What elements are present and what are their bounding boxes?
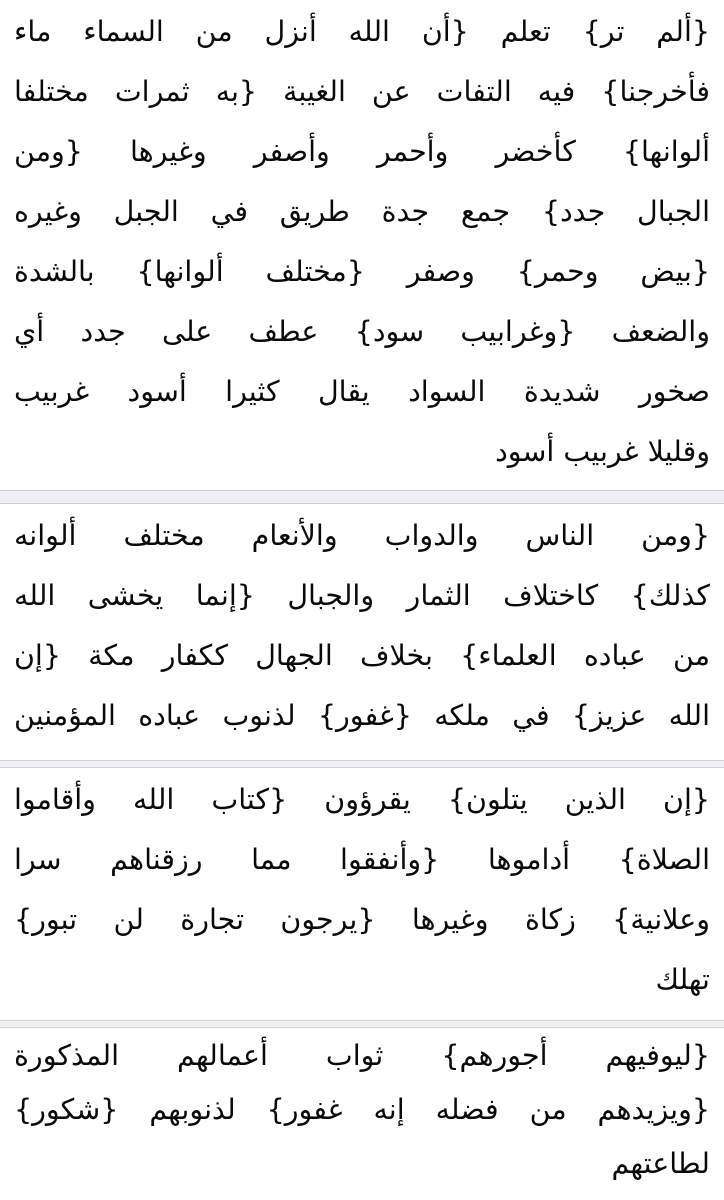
section-divider (0, 490, 724, 504)
text-line: {ألم تر} تعلم {أن الله أنزل من السماء ماء (14, 15, 710, 48)
text-line: من عباده العلماء} بخلاف الجهال ككفار مكة {إن (14, 639, 710, 672)
tafsir-section-3 (0, 768, 724, 1020)
text-line: الجبال جدد} جمع جدة طريق في الجبل وغيره (14, 195, 710, 228)
text-line: لطاعتهم (611, 1147, 710, 1180)
text-line: تهلك (655, 963, 710, 996)
text-line: صخور شديدة السواد يقال كثيرا أسود غربيب (14, 375, 710, 408)
tafsir-section-4 (0, 1028, 724, 1200)
text-line: {ومن الناس والدواب والأنعام مختلف ألوانه (14, 519, 710, 552)
section-divider (0, 760, 724, 768)
section-divider (0, 1020, 724, 1028)
tafsir-section-1 (0, 0, 724, 490)
text-line: والضعف {وغرابيب سود} عطف على جدد أي (14, 315, 710, 348)
text-line: ألوانها} كأخضر وأحمر وأصفر وغيرها {ومن (14, 135, 710, 168)
text-line: وعلانية} زكاة وغيرها {يرجون تجارة لن تبور} (14, 903, 710, 936)
text-line: كذلك} كاختلاف الثمار والجبال {إنما يخشى الله (14, 579, 710, 612)
text-line: {ويزيدهم من فضله إنه غفور} لذنوبهم {شكور} (14, 1093, 710, 1126)
text-line: {بيض وحمر} وصفر {مختلف ألوانها} بالشدة (14, 255, 710, 288)
text-line: {إن الذين يتلون} يقرؤون {كتاب الله وأقاموا (14, 783, 710, 816)
text-line: الصلاة} أداموها {وأنفقوا مما رزقناهم سرا (14, 843, 710, 876)
text-line: {ليوفيهم أجورهم} ثواب أعمالهم المذكورة (14, 1039, 710, 1072)
tafsir-section-2 (0, 504, 724, 760)
text-line: فأخرجنا} فيه التفات عن الغيبة {به ثمرات مختلفا (14, 75, 710, 108)
text-line: وقليلا غربيب أسود (495, 435, 710, 468)
text-line: الله عزيز} في ملكه {غفور} لذنوب عباده المؤمنين (14, 699, 710, 732)
